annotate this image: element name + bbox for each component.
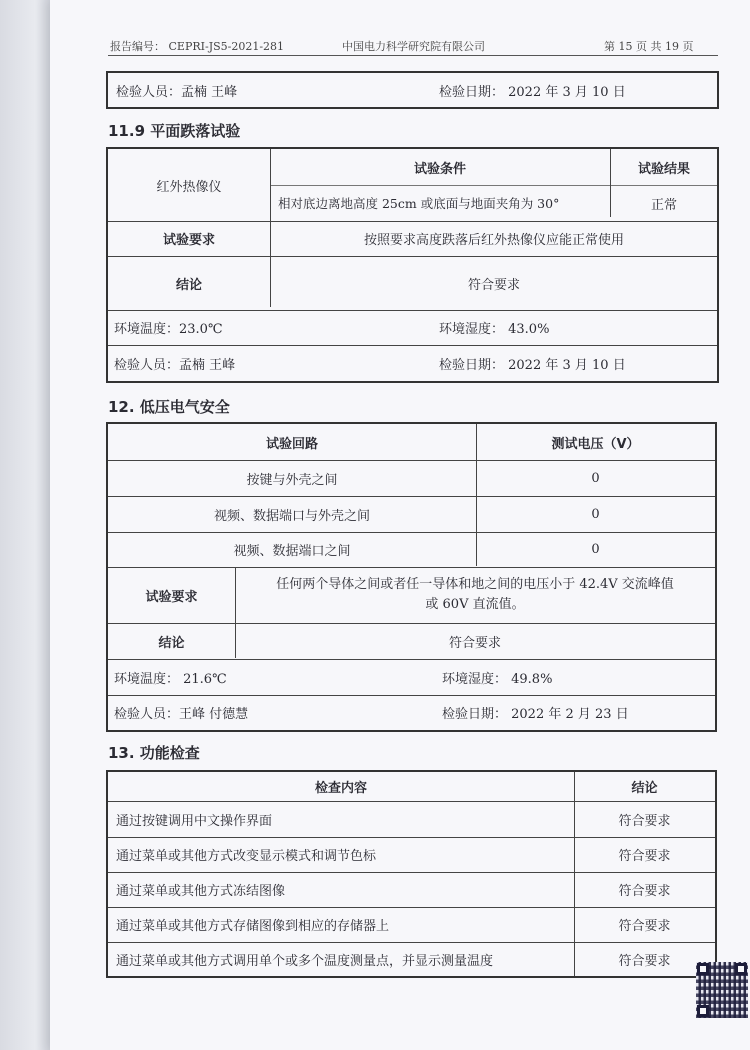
requirement-line-1: 任何两个导体之间或者任一导体和地之间的电压小于 42.4V 交流峰值	[276, 577, 674, 592]
function-check-table	[106, 770, 717, 978]
requirement-line-2: 或 60V 直流值。	[425, 597, 525, 612]
test-result: 正常	[650, 197, 677, 213]
check-result: 符合要求	[618, 849, 671, 864]
requirement-label: 试验要求	[145, 589, 198, 605]
check-result: 符合要求	[618, 919, 671, 934]
electrical-safety-table	[106, 422, 717, 732]
inspection-date: 检验日期： 2022 年 3 月 10 日	[439, 357, 626, 373]
section-11-9-title: 11.9 平面跌落试验	[108, 122, 241, 140]
check-item: 通过菜单或其他方式存储图像到相应的存储器上	[116, 919, 390, 934]
inspection-date: 检验日期： 2022 年 3 月 10 日	[439, 84, 626, 100]
check-item: 通过菜单或其他方式冻结图像	[116, 884, 286, 899]
voltage-header: 测试电压（V）	[551, 436, 640, 452]
circuit-cell: 视频、数据端口之间	[233, 544, 351, 559]
conclusion-text: 符合要求	[448, 635, 501, 651]
conclusion-label: 结论	[175, 277, 202, 293]
result-header: 试验结果	[637, 161, 690, 177]
requirement-text	[235, 567, 715, 623]
inspector-text: 检验人员：王峰 付德慧	[114, 707, 249, 722]
test-condition: 相对底边离地高度 25cm 或底面与地面夹角为 30°	[278, 196, 560, 211]
content-header: 检查内容	[314, 781, 367, 796]
requirement-text: 按照要求高度跌落后红外热像仪应能正常使用	[363, 233, 624, 248]
circuit-cell: 按键与外壳之间	[246, 472, 338, 488]
ambient-humidity: 环境湿度： 43.0%	[439, 322, 550, 337]
requirement-label: 试验要求	[162, 233, 215, 248]
voltage-cell: 0	[591, 542, 600, 557]
ambient-temperature: 环境温度： 21.6℃	[114, 671, 227, 687]
inspector-text: 检验人员：孟楠 王峰	[116, 84, 238, 100]
check-result: 符合要求	[618, 884, 671, 899]
company-name: 中国电力科学研究院有限公司	[342, 40, 485, 53]
conclusion-header: 结论	[631, 781, 658, 796]
section-12-title: 12. 低压电气安全	[108, 398, 230, 416]
drop-test-table	[106, 147, 719, 383]
previous-inspection-box	[106, 71, 719, 109]
book-spine	[0, 0, 50, 1050]
voltage-cell: 0	[591, 470, 600, 486]
circuit-header: 试验回路	[265, 436, 318, 452]
check-result: 符合要求	[618, 953, 671, 969]
check-item: 通过菜单或其他方式调用单个或多个温度测量点，并显示测量温度	[116, 953, 494, 969]
inspection-date: 检验日期： 2022 年 2 月 23 日	[442, 707, 629, 722]
inspector-text: 检验人员：孟楠 王峰	[114, 357, 236, 373]
ambient-humidity: 环境湿度： 49.8%	[442, 671, 553, 687]
circuit-cell: 视频、数据端口与外壳之间	[213, 508, 370, 524]
condition-header: 试验条件	[413, 161, 466, 177]
check-result: 符合要求	[618, 813, 671, 829]
conclusion-label: 结论	[158, 635, 185, 651]
report-number: 报告编号： CEPRI-JS5-2021-281	[110, 40, 285, 53]
page-number: 第 15 页 共 19 页	[604, 40, 694, 53]
ambient-temperature: 环境温度：23.0℃	[114, 322, 223, 337]
conclusion-text: 符合要求	[467, 277, 520, 293]
voltage-cell: 0	[591, 506, 600, 522]
section-13-title: 13. 功能检查	[108, 744, 200, 762]
header-rule	[108, 55, 718, 56]
check-item: 通过按键调用中文操作界面	[116, 813, 273, 829]
qr-code	[696, 962, 748, 1018]
device-name: 红外热像仪	[156, 179, 222, 195]
check-item: 通过菜单或其他方式改变显示模式和调节色标	[116, 849, 377, 864]
